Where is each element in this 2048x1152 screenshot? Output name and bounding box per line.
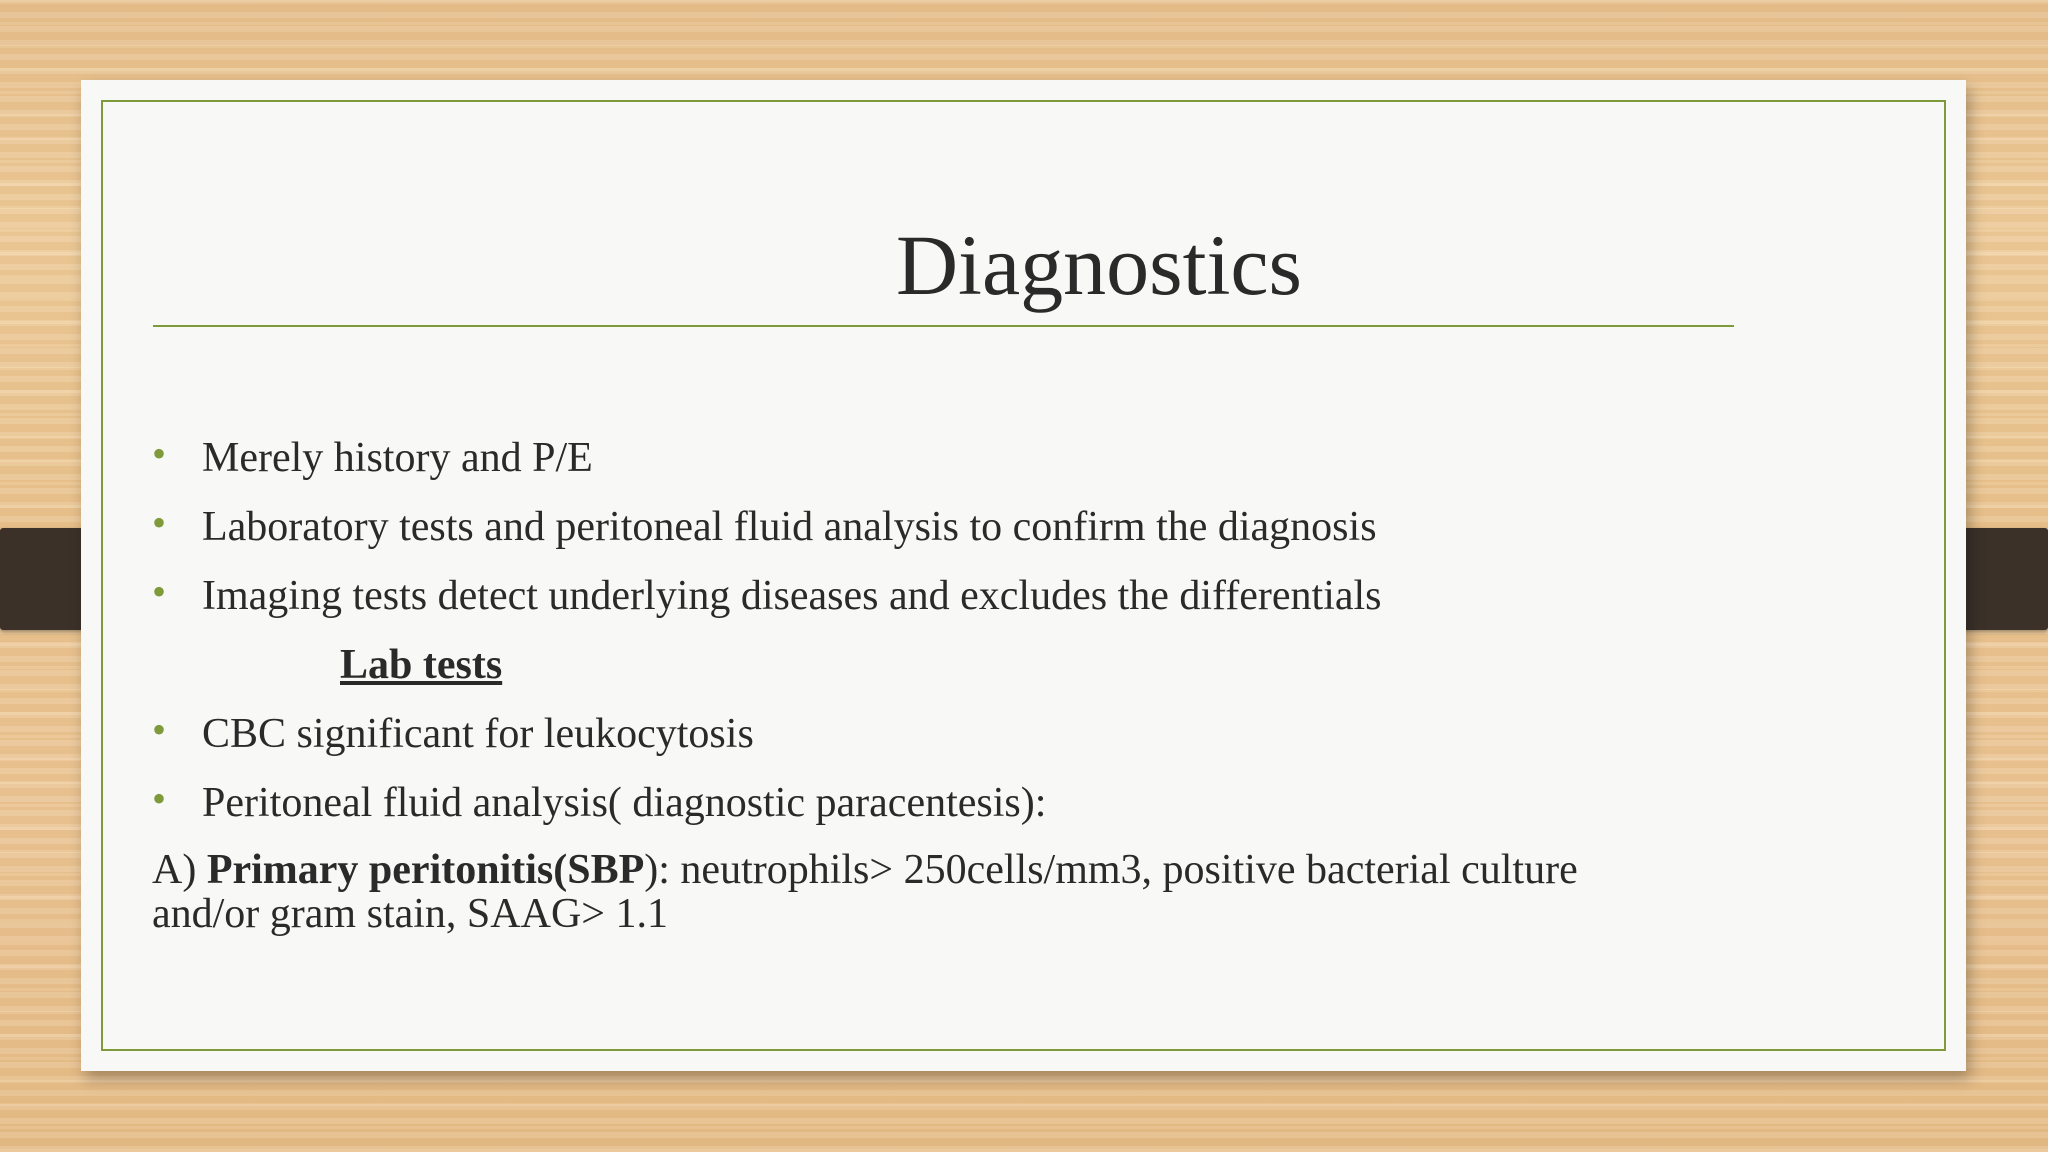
- bullet-item: [152, 569, 1752, 641]
- bullet-text: Imaging tests detect underlying diseases and excludes the differentials: [202, 573, 1382, 619]
- slide-content: [152, 431, 1752, 937]
- bullet-icon: •: [152, 569, 167, 614]
- bullet-text: Peritoneal fluid analysis( diagnostic paracentesis):: [202, 780, 1047, 826]
- bullet-item: [152, 707, 1752, 779]
- bullet-icon: •: [152, 500, 167, 545]
- title-divider: [153, 325, 1734, 327]
- paragraph-text-line2: and/or gram stain, SAAG> 1.1: [152, 891, 668, 937]
- primary-peritonitis-paragraph: [152, 848, 1752, 936]
- bullet-icon: •: [152, 776, 167, 821]
- bullet-item: [152, 776, 1752, 848]
- bullet-text: CBC significant for leukocytosis: [202, 711, 754, 757]
- lab-tests-heading: Lab tests: [340, 642, 503, 688]
- bullet-text: Laboratory tests and peritoneal fluid analysis to confirm the diagnosis: [202, 504, 1377, 550]
- bullet-icon: •: [152, 431, 167, 476]
- paragraph-bold-term: Primary peritonitis(SBP: [206, 847, 645, 893]
- bullet-text: Merely history and P/E: [202, 435, 593, 481]
- bullet-item: [152, 500, 1752, 572]
- paragraph-text-line1: ): neutrophils> 250cells/mm3, positive bacterial culture: [644, 847, 1578, 893]
- paragraph-prefix: A): [152, 847, 207, 893]
- slide-title: Diagnostics: [895, 217, 1303, 313]
- bullet-icon: •: [152, 707, 167, 752]
- bullet-item: [152, 431, 1752, 503]
